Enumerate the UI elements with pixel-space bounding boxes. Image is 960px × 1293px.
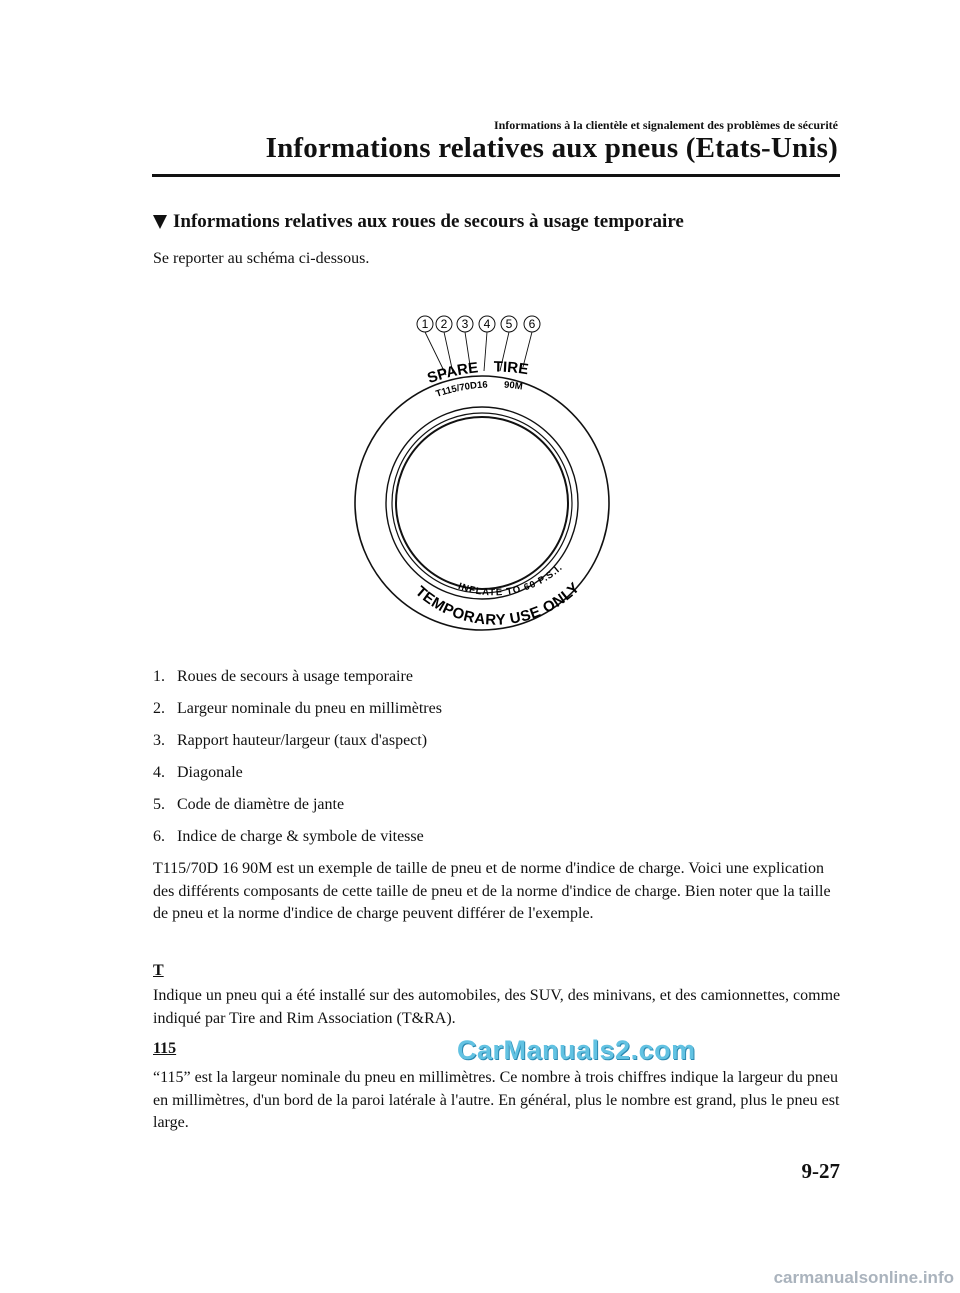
section-title	[153, 211, 684, 233]
t-description: Indique un pneu qui a été installé sur des automobiles, des SUV, des minivans, et des camionnettes, comme indiqué par Tire and Rim Association (T&RA).	[153, 987, 841, 1027]
rim-outer-ring	[392, 413, 572, 593]
intro-text: Se reporter au schéma ci-dessous.	[153, 250, 370, 267]
header-section-label: Informations à la clientèle et signalement des problèmes de sécurité	[493, 118, 838, 132]
callout-5-label: 5	[505, 317, 513, 331]
footer-watermark: carmanualsonline.info	[773, 1268, 954, 1287]
explanation-paragraph: T115/70D 16 90M est un exemple de taille de pneu et de norme d'indice de charge. Voici une explication des différents composants de cette taille de pneu et de la norme d'indice de charge. Bien noter que la taille de pneu et la norme d'indice de charge peuvent différer de l'exemple.	[153, 860, 831, 922]
legend-item-1: 1. Roues de secours à usage temporaire	[153, 668, 413, 685]
legend-item-5: 5. Code de diamètre de jante	[153, 796, 345, 813]
rim-inner-ring	[396, 417, 568, 589]
inflate-label: INFLATE TO 60 P.S.I.	[456, 562, 566, 599]
spare-tire-diagram	[340, 305, 630, 645]
callout-4-label: 4	[483, 317, 491, 331]
subhead-115: 115	[153, 1040, 177, 1057]
carmanuals-watermark: CarManuals2.com	[457, 1035, 696, 1065]
tire-size-label: T115/70D16	[434, 379, 488, 400]
callout-1-label: 1	[421, 317, 429, 331]
section-title-text: Informations relatives aux roues de secours à usage temporaire	[173, 211, 684, 232]
callout-2-label: 2	[440, 317, 448, 331]
triangle-bullet-icon	[153, 215, 167, 229]
callout-6-label: 6	[528, 317, 536, 331]
legend-item-6: 6. Indice de charge & symbole de vitesse	[153, 828, 424, 845]
callout-circles	[417, 316, 540, 332]
legend-item-3: 3. Rapport hauteur/largeur (taux d'aspect)	[153, 732, 428, 749]
tire-label: TIRE	[493, 358, 530, 379]
spare-label: SPARE	[425, 359, 480, 388]
load-speed-label: 90M	[503, 379, 524, 393]
header-divider	[152, 174, 840, 177]
page-number: 9-27	[801, 1159, 840, 1183]
callout-3-label: 3	[461, 317, 469, 331]
subhead-t: T	[153, 962, 164, 979]
legend-item-2: 2. Largeur nominale du pneu en millimètres	[153, 700, 442, 717]
legend-item-4: 4. Diagonale	[153, 764, 243, 781]
page-title: Informations relatives aux pneus (Etats-Unis)	[265, 132, 838, 164]
temporary-use-label: TEMPORARY USE ONLY	[411, 579, 584, 629]
width-description: “115” est la largeur nominale du pneu en millimètres. Ce nombre à trois chiffres indique la largeur du pneu en millimètres, d'un bord de la paroi latérale à l'autre. En général, plus le nombre est grand, plus le pneu est large.	[153, 1069, 840, 1131]
